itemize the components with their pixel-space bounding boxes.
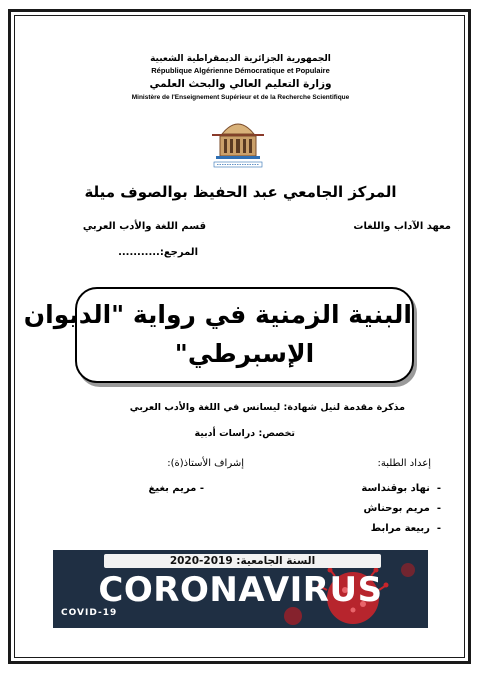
specialization: تخصص: دراسات أدبية — [194, 428, 295, 439]
thesis-title-line-2: الإسبرطي" — [174, 339, 315, 368]
republic-french: République Algérienne Démocratique et Populaire — [151, 66, 330, 75]
ministry-arabic: وزارة التعليم العالي والبحث العلمي — [149, 78, 332, 90]
academic-year-bar — [104, 554, 381, 568]
thesis-title-line-1: البنية الزمنية في رواية "الديوان — [23, 300, 412, 329]
supervisor-label: إشراف الأستاذ(ة): — [167, 458, 244, 469]
memo-purpose: مذكرة مقدمة لنيل شهادة: ليسانس في اللغة والأدب العربي — [129, 402, 405, 413]
covid-19-label: COVID-19 — [61, 608, 118, 618]
supervisor-name: - مريم بغيغ — [148, 483, 204, 494]
institute-name: معهد الآداب واللغات — [353, 221, 451, 232]
students-label: إعداد الطلبة: — [377, 458, 431, 469]
republic-arabic: الجمهورية الجزائرية الديمقراطية الشعبية — [150, 54, 331, 64]
ministry-french: Ministère de l'Enseignement Supérieur et de la Recherche Scientifique — [131, 94, 350, 101]
thesis-title-box — [23, 287, 414, 383]
reference-field: المرجع:........... — [118, 247, 198, 258]
academic-year: السنة الجامعية: 2019-2020 — [169, 555, 316, 567]
student-name-1: - نهاد بوقنداسة — [361, 483, 441, 494]
department-name: قسم اللغة والأدب العربي — [82, 221, 206, 232]
coronavirus-headline: CORONAVIRUS — [98, 570, 383, 610]
coronavirus-banner — [53, 550, 428, 628]
student-name-2: - مريم بوحناش — [363, 503, 441, 514]
university-logo — [206, 108, 270, 172]
student-name-3: - ربيعة مرابط — [370, 523, 441, 534]
university-center-name: المركز الجامعي عبد الحفيظ بوالصوف ميلة — [84, 183, 397, 201]
